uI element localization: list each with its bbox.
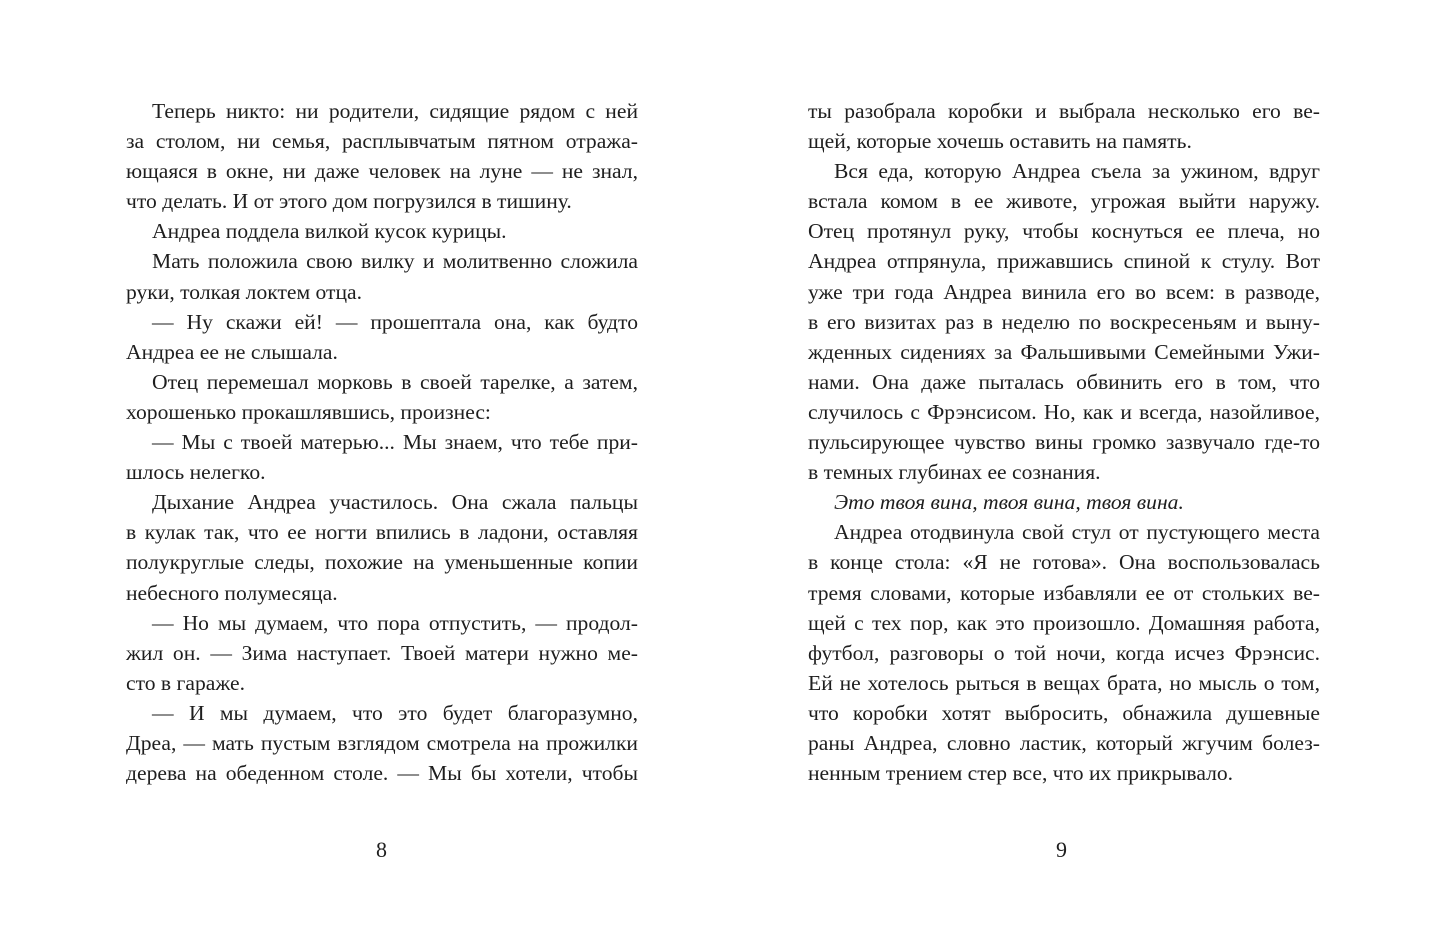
text-line: щей, которые хочешь оставить на память. bbox=[808, 129, 1192, 154]
text-line: футбол, разговоры о той ночи, когда исчез Фрэнсис. bbox=[808, 640, 1320, 665]
text-line: в конце стола: «Я не готова». Она воспользовалась bbox=[808, 550, 1320, 575]
text-line: жденных сидениях за Фальшивыми Семейными Ужи- bbox=[808, 339, 1320, 364]
left-page-text bbox=[126, 96, 638, 788]
text-line: Ей не хотелось рыться в вещах брата, но мысль о том, bbox=[808, 670, 1320, 695]
page-number-left: 8 bbox=[376, 837, 387, 862]
text-line: полукруглые следы, похожие на уменьшенные копии bbox=[126, 550, 638, 575]
text-line: раны Андреа, словно ластик, который жгучим болез- bbox=[808, 730, 1320, 755]
text-line: Андреа отодвинула свой стул от пустующего места bbox=[834, 520, 1320, 545]
text-line: — И мы думаем, что это будет благоразумно, bbox=[152, 700, 638, 725]
text-line: Андреа поддела вилкой кусок курицы. bbox=[152, 219, 507, 244]
text-line: — Мы с твоей матерью... Мы знаем, что тебе при- bbox=[152, 430, 638, 455]
text-line: Отец протянул руку, чтобы коснуться ее плеча, но bbox=[808, 219, 1320, 244]
text-line: ющаяся в окне, ни даже человек на луне — не знал, bbox=[126, 159, 638, 184]
text-line: Отец перемешал морковь в своей тарелке, а затем, bbox=[152, 369, 638, 394]
text-line: тремя словами, которые избавляли ее от стольких ве- bbox=[808, 580, 1320, 605]
text-line: ты разобрала коробки и выбрала несколько его ве- bbox=[808, 99, 1320, 123]
text-line: Теперь никто: ни родители, сидящие рядом с ней bbox=[152, 99, 638, 123]
text-line: Вся еда, которую Андреа съела за ужином, вдруг bbox=[834, 159, 1320, 184]
text-line: случилось с Фрэнсисом. Но, как и всегда, назойливое, bbox=[808, 399, 1320, 424]
text-line: пульсирующее чувство вины громко зазвучало где-то bbox=[808, 430, 1320, 455]
text-line: Дреа, — мать пустым взглядом смотрела на прожилки bbox=[126, 730, 638, 755]
text-line: в кулак так, что ее ногти впились в ладони, оставляя bbox=[126, 520, 638, 545]
text-line: жил он. — Зима наступает. Твоей матери нужно ме- bbox=[126, 640, 638, 665]
text-line: — Ну скажи ей! — прошептала она, как будто bbox=[152, 309, 638, 334]
text-line: хорошенько прокашлявшись, произнес: bbox=[126, 399, 491, 424]
text-line: что коробки хотят выбросить, обнажила душевные bbox=[808, 700, 1320, 725]
text-line: Мать положила свою вилку и молитвенно сложила bbox=[152, 249, 638, 274]
text-line: нами. Она даже пыталась обвинить его в том, что bbox=[808, 369, 1320, 394]
text-line: руки, толкая локтем отца. bbox=[126, 279, 363, 304]
text-line: шлось нелегко. bbox=[126, 460, 266, 485]
text-line: уже три года Андреа винила его во всем: в разводе, bbox=[808, 279, 1320, 304]
text-line: в темных глубинах ее сознания. bbox=[808, 460, 1101, 485]
text-line: ненным трением стер все, что их прикрывало. bbox=[808, 761, 1234, 786]
text-line: — Но мы думаем, что пора отпустить, — продол- bbox=[152, 610, 638, 635]
text-line: за столом, ни семья, расплывчатым пятном отража- bbox=[126, 129, 638, 154]
right-page-text bbox=[808, 96, 1320, 788]
text-line: сто в гараже. bbox=[126, 670, 245, 695]
text-line: небесного полумесяца. bbox=[126, 580, 338, 605]
text-line: в его визитах раз в неделю по воскресеньям и выну- bbox=[808, 309, 1320, 334]
page-number-right: 9 bbox=[1056, 837, 1067, 862]
text-line: что делать. И от этого дом погрузился в тишину. bbox=[126, 189, 572, 214]
text-line: щей с тех пор, как это произошло. Домашняя работа, bbox=[808, 610, 1320, 635]
text-line: Андреа отпрянула, прижавшись спиной к стулу. Вот bbox=[808, 249, 1320, 274]
text-line: встала комом в ее животе, угрожая выйти наружу. bbox=[808, 189, 1320, 214]
text-line: дерева на обеденном столе. — Мы бы хотели, чтобы bbox=[126, 761, 638, 786]
text-line: Дыхание Андреа участилось. Она сжала пальцы bbox=[152, 490, 638, 515]
text-line: Андреа ее не слышала. bbox=[126, 339, 338, 364]
text-line: Это твоя вина, твоя вина, твоя вина. bbox=[834, 490, 1184, 515]
